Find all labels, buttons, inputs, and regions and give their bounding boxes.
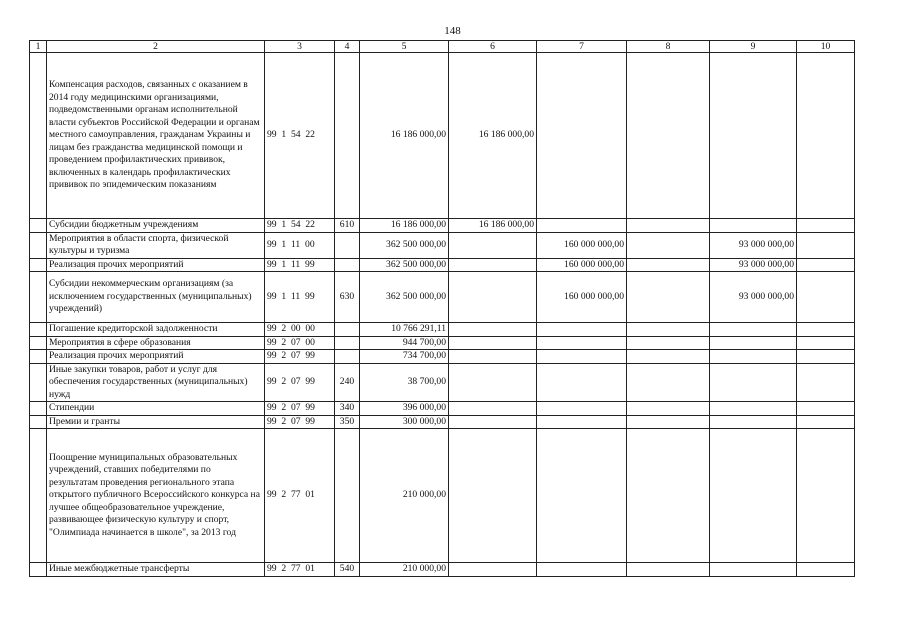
row-code: 99 2 07 00 — [265, 336, 335, 350]
row-amount-col6 — [449, 415, 537, 429]
row-amount-col9 — [710, 323, 797, 337]
row-amount-col10 — [797, 350, 855, 364]
page-number: 148 — [444, 25, 461, 37]
cell-col1 — [30, 402, 47, 416]
header-cell: 7 — [537, 41, 627, 53]
row-amount-col6: 16 186 000,00 — [449, 53, 537, 219]
cell-col1 — [30, 323, 47, 337]
row-amount-col7: 160 000 000,00 — [537, 272, 627, 323]
row-name: Мероприятия в сфере образования — [47, 336, 265, 350]
row-amount-col8 — [627, 258, 710, 272]
row-amount-col8 — [627, 232, 710, 258]
table-row — [30, 53, 855, 219]
cell-col1 — [30, 336, 47, 350]
row-expense-type — [335, 350, 360, 364]
cell-col1 — [30, 232, 47, 258]
row-amount-col9 — [710, 402, 797, 416]
row-expense-type — [335, 258, 360, 272]
row-amount-col10 — [797, 232, 855, 258]
table-row — [30, 415, 855, 429]
row-amount-col8 — [627, 402, 710, 416]
row-code: 99 2 07 99 — [265, 402, 335, 416]
table-row — [30, 402, 855, 416]
row-amount-col6 — [449, 232, 537, 258]
row-code: 99 2 00 00 — [265, 323, 335, 337]
table-row — [30, 563, 855, 577]
row-code: 99 1 11 99 — [265, 272, 335, 323]
header-cell: 6 — [449, 41, 537, 53]
row-amount-col5: 210 000,00 — [360, 429, 449, 563]
header-cell: 8 — [627, 41, 710, 53]
row-amount-col6 — [449, 323, 537, 337]
row-amount-col10 — [797, 563, 855, 577]
header-cell: 1 — [30, 41, 47, 53]
row-amount-col5: 38 700,00 — [360, 363, 449, 402]
table-row — [30, 363, 855, 402]
row-name: Иные межбюджетные трансферты — [47, 563, 265, 577]
row-expense-type: 340 — [335, 402, 360, 416]
row-code: 99 1 54 22 — [265, 219, 335, 233]
table-row — [30, 323, 855, 337]
header-row — [30, 41, 855, 53]
row-amount-col6 — [449, 350, 537, 364]
row-amount-col8 — [627, 350, 710, 364]
row-name: Субсидии бюджетным учреждениям — [47, 219, 265, 233]
header-cell: 10 — [797, 41, 855, 53]
row-amount-col7 — [537, 415, 627, 429]
row-amount-col8 — [627, 272, 710, 323]
row-expense-type — [335, 232, 360, 258]
row-amount-col8 — [627, 219, 710, 233]
row-amount-col5: 396 000,00 — [360, 402, 449, 416]
row-expense-type — [335, 53, 360, 219]
row-amount-col6: 16 186 000,00 — [449, 219, 537, 233]
row-expense-type: 240 — [335, 363, 360, 402]
row-amount-col6 — [449, 258, 537, 272]
row-amount-col5: 944 700,00 — [360, 336, 449, 350]
header-cell: 9 — [710, 41, 797, 53]
row-amount-col7: 160 000 000,00 — [537, 258, 627, 272]
cell-col1 — [30, 415, 47, 429]
row-amount-col9 — [710, 363, 797, 402]
cell-col1 — [30, 219, 47, 233]
row-amount-col7: 160 000 000,00 — [537, 232, 627, 258]
row-amount-col5: 362 500 000,00 — [360, 272, 449, 323]
row-expense-type: 540 — [335, 563, 360, 577]
row-name: Реализация прочих мероприятий — [47, 350, 265, 364]
row-amount-col9 — [710, 336, 797, 350]
header-cell: 5 — [360, 41, 449, 53]
row-amount-col8 — [627, 415, 710, 429]
row-amount-col9: 93 000 000,00 — [710, 272, 797, 323]
header-cell: 2 — [47, 41, 265, 53]
row-amount-col7 — [537, 363, 627, 402]
row-amount-col9: 93 000 000,00 — [710, 258, 797, 272]
row-amount-col6 — [449, 402, 537, 416]
table-row — [30, 429, 855, 563]
row-amount-col5: 10 766 291,11 — [360, 323, 449, 337]
cell-col1 — [30, 53, 47, 219]
row-amount-col9 — [710, 415, 797, 429]
row-amount-col5: 210 000,00 — [360, 563, 449, 577]
row-amount-col7 — [537, 323, 627, 337]
row-name: Погашение кредиторской задолженности — [47, 323, 265, 337]
row-amount-col9 — [710, 350, 797, 364]
row-amount-col5: 362 500 000,00 — [360, 258, 449, 272]
row-amount-col7 — [537, 219, 627, 233]
row-name: Поощрение муниципальных образовательных учреждений, ставших победителями по результатам проведения регионального этапа открытого публичного Всероссийского конкурса на лучшее общеобразовательное учреждение, развивающее физическую культуру и спорт, "Олимпиада начинается в школе", за 2013 год — [47, 429, 265, 563]
row-amount-col6 — [449, 336, 537, 350]
row-name: Реализация прочих мероприятий — [47, 258, 265, 272]
row-amount-col10 — [797, 363, 855, 402]
row-amount-col7 — [537, 563, 627, 577]
cell-col1 — [30, 363, 47, 402]
row-expense-type: 350 — [335, 415, 360, 429]
cell-col1 — [30, 563, 47, 577]
header-cell: 4 — [335, 41, 360, 53]
row-expense-type — [335, 429, 360, 563]
row-amount-col6 — [449, 563, 537, 577]
row-amount-col9 — [710, 563, 797, 577]
row-amount-col10 — [797, 323, 855, 337]
table-header — [30, 41, 855, 53]
row-name: Премии и гранты — [47, 415, 265, 429]
cell-col1 — [30, 429, 47, 563]
row-name: Мероприятия в области спорта, физической культуры и туризма — [47, 232, 265, 258]
row-code: 99 2 07 99 — [265, 363, 335, 402]
row-amount-col6 — [449, 363, 537, 402]
row-amount-col8 — [627, 336, 710, 350]
cell-col1 — [30, 272, 47, 323]
row-amount-col10 — [797, 219, 855, 233]
table-row — [30, 336, 855, 350]
row-amount-col7 — [537, 429, 627, 563]
row-amount-col7 — [537, 350, 627, 364]
row-name: Иные закупки товаров, работ и услуг для обеспечения государственных (муниципальных) нужд — [47, 363, 265, 402]
row-amount-col7 — [537, 53, 627, 219]
row-name: Стипендии — [47, 402, 265, 416]
row-amount-col8 — [627, 53, 710, 219]
table-row — [30, 232, 855, 258]
row-code: 99 1 11 00 — [265, 232, 335, 258]
row-amount-col6 — [449, 272, 537, 323]
row-amount-col5: 734 700,00 — [360, 350, 449, 364]
row-code: 99 2 07 99 — [265, 350, 335, 364]
header-cell: 3 — [265, 41, 335, 53]
row-name: Компенсация расходов, связанных с оказанием в 2014 году медицинскими организациями, подведомственными органам исполнительной власти субъектов Российской Федерации и органам местного самоуправления, гражданам Украины и лицам без гражданства медицинской помощи и проведением профилактических прививок, включенных в календарь профилактических прививок по эпидемическим показаниям — [47, 53, 265, 219]
row-amount-col10 — [797, 336, 855, 350]
row-amount-col8 — [627, 323, 710, 337]
table-row — [30, 258, 855, 272]
row-amount-col9 — [710, 219, 797, 233]
table-body — [30, 53, 855, 577]
row-code: 99 2 77 01 — [265, 429, 335, 563]
row-amount-col10 — [797, 402, 855, 416]
row-amount-col7 — [537, 336, 627, 350]
row-amount-col9 — [710, 429, 797, 563]
row-name: Субсидии некоммерческим организациям (за исключением государственных (муниципальных) учреждений) — [47, 272, 265, 323]
row-code: 99 1 11 99 — [265, 258, 335, 272]
row-code: 99 1 54 22 — [265, 53, 335, 219]
row-expense-type — [335, 336, 360, 350]
row-amount-col9 — [710, 53, 797, 219]
table-row — [30, 350, 855, 364]
table-row — [30, 272, 855, 323]
row-amount-col8 — [627, 429, 710, 563]
row-amount-col10 — [797, 53, 855, 219]
table-row — [30, 219, 855, 233]
row-expense-type: 630 — [335, 272, 360, 323]
row-amount-col5: 362 500 000,00 — [360, 232, 449, 258]
row-amount-col8 — [627, 363, 710, 402]
budget-table — [29, 40, 855, 577]
row-amount-col9: 93 000 000,00 — [710, 232, 797, 258]
cell-col1 — [30, 350, 47, 364]
row-amount-col6 — [449, 429, 537, 563]
row-amount-col10 — [797, 429, 855, 563]
row-amount-col10 — [797, 258, 855, 272]
row-amount-col8 — [627, 563, 710, 577]
row-code: 99 2 07 99 — [265, 415, 335, 429]
cell-col1 — [30, 258, 47, 272]
row-amount-col10 — [797, 272, 855, 323]
row-amount-col5: 16 186 000,00 — [360, 53, 449, 219]
row-expense-type — [335, 323, 360, 337]
row-amount-col5: 300 000,00 — [360, 415, 449, 429]
row-code: 99 2 77 01 — [265, 563, 335, 577]
row-amount-col10 — [797, 415, 855, 429]
row-amount-col5: 16 186 000,00 — [360, 219, 449, 233]
row-amount-col7 — [537, 402, 627, 416]
row-expense-type: 610 — [335, 219, 360, 233]
